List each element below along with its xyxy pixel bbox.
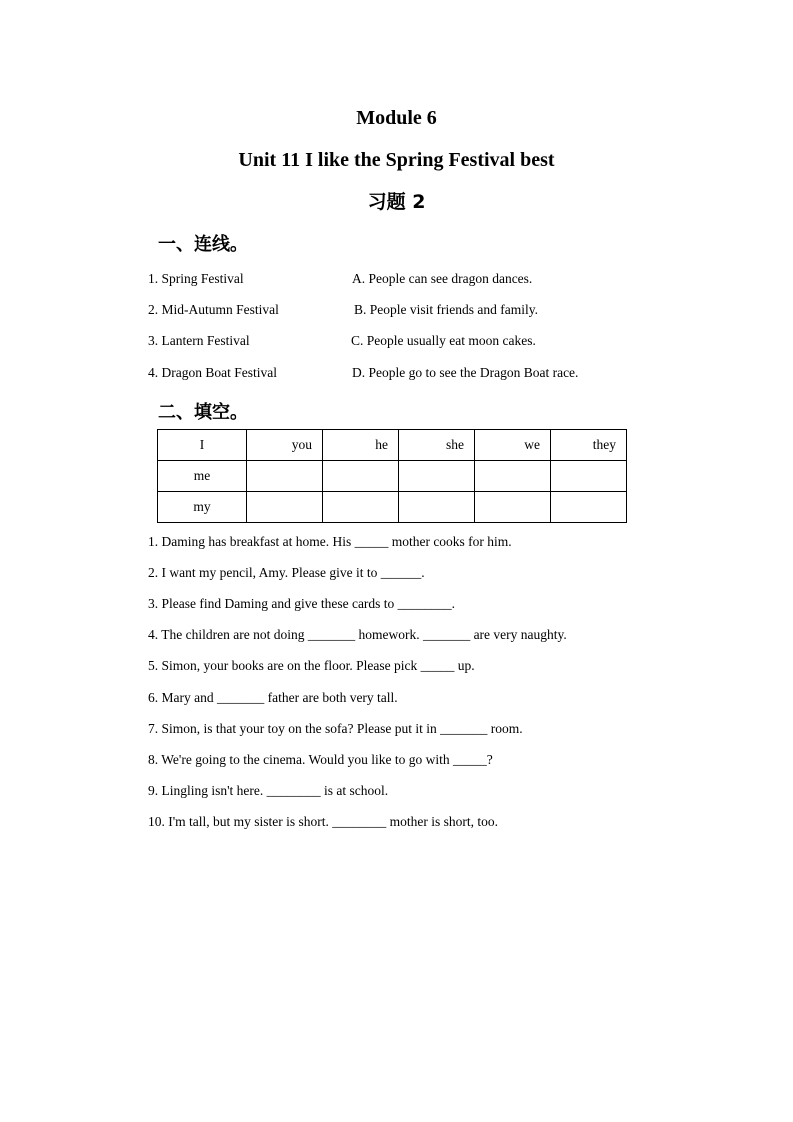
table-cell: you <box>247 430 323 461</box>
fill-sentence: 3. Please find Daming and give these cards to ________. <box>148 596 456 611</box>
pronoun-table <box>157 429 627 523</box>
table-cell: she <box>399 430 475 461</box>
fill-sentence: 1. Daming has breakfast at home. His _____ mother cooks for him. <box>148 534 512 549</box>
table-cell-blank <box>475 492 551 523</box>
table-cell: my <box>158 492 247 523</box>
fill-sentence: 4. The children are not doing _______ homework. _______ are very naughty. <box>148 627 567 642</box>
table-cell-blank <box>551 461 627 492</box>
table-cell: they <box>551 430 627 461</box>
fill-sentence: 6. Mary and _______ father are both very tall. <box>148 690 398 705</box>
exercise-title: 习题 2 <box>367 191 426 213</box>
table-cell-blank <box>399 461 475 492</box>
fill-sentence: 10. I'm tall, but my sister is short. ________ mother is short, too. <box>148 814 499 829</box>
match-left-item: 4. Dragon Boat Festival <box>148 365 277 380</box>
table-cell: we <box>475 430 551 461</box>
match-left-item: 3. Lantern Festival <box>148 333 250 348</box>
table-cell: I <box>158 430 247 461</box>
section1-heading: 一、连线。 <box>158 234 248 255</box>
table-cell-blank <box>247 492 323 523</box>
module-title: Module 6 <box>356 107 437 129</box>
fill-sentence: 2. I want my pencil, Amy. Please give it to ______. <box>148 565 425 580</box>
match-left-item: 2. Mid-Autumn Festival <box>148 302 279 317</box>
fill-sentence: 7. Simon, is that your toy on the sofa? Please put it in _______ room. <box>148 721 523 736</box>
table-cell-blank <box>551 492 627 523</box>
match-right-item: D. People go to see the Dragon Boat race. <box>352 365 579 380</box>
table-cell-blank <box>323 492 399 523</box>
fill-sentence: 5. Simon, your books are on the floor. Please pick _____ up. <box>148 658 475 673</box>
match-right-item: C. People usually eat moon cakes. <box>351 333 536 348</box>
table-row <box>158 430 627 461</box>
fill-sentence: 9. Lingling isn't here. ________ is at school. <box>148 783 389 798</box>
table-row <box>158 461 627 492</box>
match-left-item: 1. Spring Festival <box>148 271 244 286</box>
match-right-item: B. People visit friends and family. <box>354 302 538 317</box>
match-right-item: A. People can see dragon dances. <box>352 271 533 286</box>
table-cell-blank <box>323 461 399 492</box>
table-cell: he <box>323 430 399 461</box>
table-cell-blank <box>247 461 323 492</box>
table-cell-blank <box>475 461 551 492</box>
unit-title: Unit 11 I like the Spring Festival best <box>238 149 555 171</box>
table-row <box>158 492 627 523</box>
table-cell-blank <box>399 492 475 523</box>
section2-heading: 二、填空。 <box>158 402 248 423</box>
fill-sentence: 8. We're going to the cinema. Would you like to go with _____? <box>148 752 493 767</box>
table-cell: me <box>158 461 247 492</box>
